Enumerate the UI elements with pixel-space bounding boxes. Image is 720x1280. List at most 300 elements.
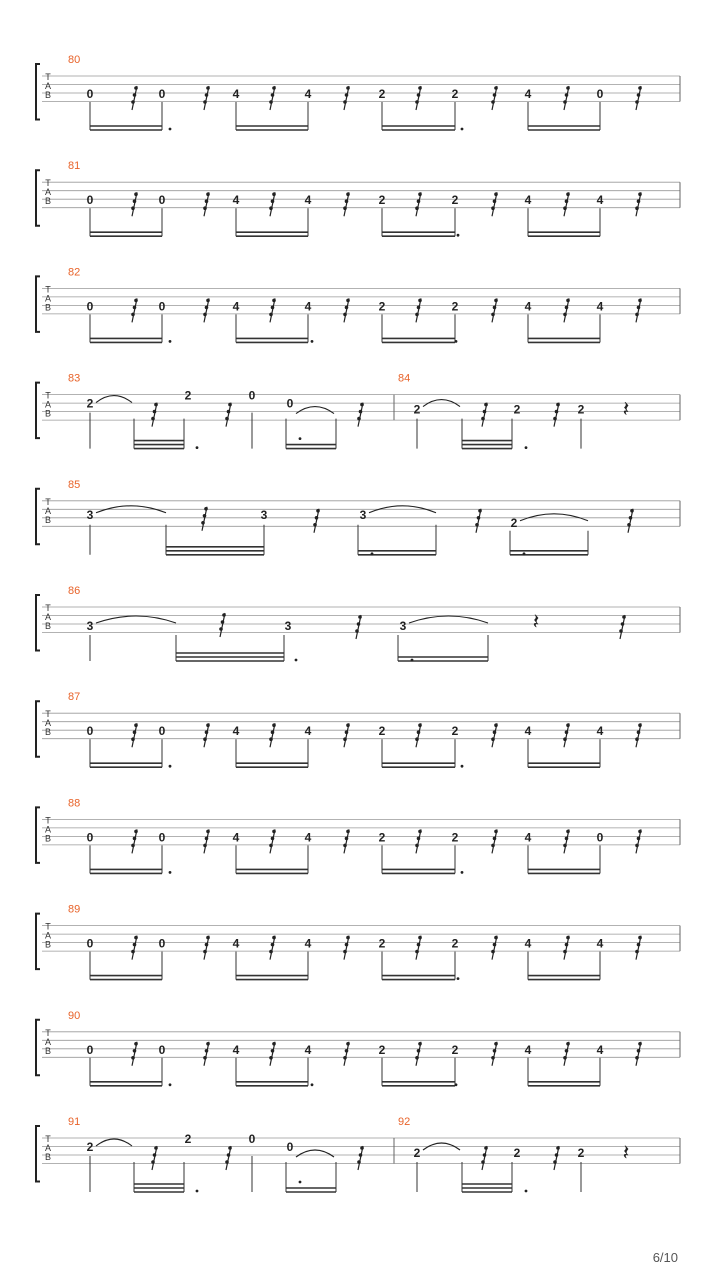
measure-number: 88 <box>68 797 81 810</box>
fret-number: 2 <box>184 1132 192 1146</box>
dot <box>311 1083 314 1086</box>
tab-clef-letter: T <box>45 1027 51 1038</box>
tab-clef-letter: A <box>44 293 52 304</box>
rest-flag <box>637 199 641 203</box>
fret-number: 4 <box>524 724 532 739</box>
rest-flag <box>638 192 642 196</box>
rest-flag <box>553 417 557 421</box>
fret-number: 0 <box>86 193 94 208</box>
rest-flag <box>565 306 569 310</box>
rest-icon <box>553 1146 560 1170</box>
tab-clef-letter: B <box>44 621 52 631</box>
rest-flag <box>346 299 350 303</box>
rest-flag <box>415 1056 419 1060</box>
rest-flag <box>206 299 210 303</box>
quarter-rest-icon: 𝄽 <box>622 1141 630 1166</box>
rest-flag <box>566 192 570 196</box>
rest-icon <box>491 723 498 747</box>
rest-flag <box>481 1160 485 1164</box>
rest-flag <box>566 299 570 303</box>
rest-flag <box>619 629 623 633</box>
rest-flag <box>635 1056 639 1060</box>
rest-flag <box>493 837 497 841</box>
rest-flag <box>269 950 273 954</box>
rest-flag <box>563 206 567 210</box>
rest-flag <box>346 86 350 90</box>
rest-icon <box>203 1042 210 1066</box>
rest-flag <box>227 410 231 414</box>
rest-flag <box>418 830 422 834</box>
rest-flag <box>271 837 275 841</box>
rest-icon <box>151 1146 158 1170</box>
rest-icon <box>415 829 422 853</box>
rest-icon <box>563 298 570 322</box>
rest-icon <box>131 829 138 853</box>
system-bracket <box>36 383 40 439</box>
rest-flag <box>415 844 419 848</box>
rest-flag <box>494 1042 498 1046</box>
rest-icon <box>491 829 498 853</box>
rest-icon <box>415 192 422 216</box>
rest-flag <box>360 403 364 407</box>
dot <box>457 977 460 980</box>
system-bracket <box>36 276 40 332</box>
rest-icon <box>357 403 364 427</box>
dot <box>461 871 464 874</box>
rest-flag <box>272 723 276 727</box>
fret-number: 3 <box>399 619 407 633</box>
rest-icon <box>563 829 570 853</box>
rest-flag <box>206 1042 210 1046</box>
rest-icon <box>269 86 276 110</box>
rest-flag <box>638 830 642 834</box>
rest-flag <box>343 950 347 954</box>
rest-flag <box>360 1146 364 1150</box>
rest-flag <box>493 1049 497 1053</box>
tab-clef-letter: T <box>45 709 51 720</box>
rest-flag <box>206 192 210 196</box>
dot <box>169 765 172 768</box>
rest-flag <box>563 1056 567 1060</box>
rest-flag <box>566 830 570 834</box>
measure-number: 81 <box>68 160 81 173</box>
fret-number: 3 <box>284 619 292 633</box>
rest-flag <box>566 86 570 90</box>
fret-number: 2 <box>378 299 386 314</box>
rest-flag <box>346 830 350 834</box>
fret-number: 4 <box>596 299 604 314</box>
rest-flag <box>343 206 347 210</box>
rest-icon <box>475 509 482 533</box>
rest-flag <box>269 206 273 210</box>
dot <box>196 446 199 449</box>
rest-flag <box>565 730 569 734</box>
rest-flag <box>203 206 207 210</box>
rest-flag <box>355 629 359 633</box>
tab-clef-letter: B <box>44 514 52 525</box>
rest-flag <box>203 1056 207 1060</box>
dot <box>457 234 460 237</box>
rest-flag <box>203 100 207 104</box>
tab-system <box>36 1010 680 1086</box>
tab-clef-letter: B <box>44 196 52 207</box>
fret-number: 2 <box>86 396 94 411</box>
fret-number: 2 <box>378 87 386 101</box>
rest-flag <box>494 192 498 196</box>
measure-number: 90 <box>68 1009 81 1022</box>
fret-number: 2 <box>378 724 386 739</box>
fret-number: 0 <box>86 1042 94 1057</box>
fret-number: 0 <box>86 830 94 845</box>
fret-number: 2 <box>413 402 421 417</box>
measure-number: 82 <box>68 266 81 279</box>
tab-system <box>36 904 680 980</box>
rest-flag <box>638 723 642 727</box>
fret-number: 4 <box>232 1042 240 1057</box>
measure-number: 87 <box>68 691 81 704</box>
rest-flag <box>565 943 569 947</box>
rest-flag <box>563 100 567 104</box>
fret-number: 2 <box>513 402 521 417</box>
fret-number: 4 <box>596 1042 604 1057</box>
rest-flag <box>491 1056 495 1060</box>
rest-flag <box>563 844 567 848</box>
rest-icon <box>203 86 210 110</box>
tab-system <box>36 160 680 236</box>
rest-flag <box>637 837 641 841</box>
fret-number: 2 <box>451 830 459 845</box>
fret-number: 2 <box>184 388 192 403</box>
rest-flag <box>272 936 276 940</box>
rest-icon <box>491 192 498 216</box>
rest-flag <box>225 1160 229 1164</box>
rest-flag <box>134 723 138 727</box>
tab-clef-letter: T <box>45 72 51 82</box>
fret-number: 4 <box>524 936 532 951</box>
tab-clef-letter: B <box>44 1045 52 1056</box>
rest-icon <box>225 403 232 427</box>
rest-icon <box>203 723 210 747</box>
rest-flag <box>357 1160 361 1164</box>
rest-icon <box>343 936 350 960</box>
rest-flag <box>494 86 498 90</box>
tab-clef-letter: B <box>44 408 52 419</box>
rest-flag <box>271 943 275 947</box>
rest-icon <box>635 1042 642 1066</box>
rest-flag <box>345 306 349 310</box>
rest-icon <box>563 936 570 960</box>
fret-number: 2 <box>513 1146 521 1160</box>
rest-icon <box>491 298 498 322</box>
rest-flag <box>357 622 361 626</box>
measure-number: 83 <box>68 372 81 385</box>
rest-flag <box>221 620 225 624</box>
rest-flag <box>637 306 641 310</box>
fret-number: 0 <box>158 87 166 101</box>
rest-flag <box>475 523 479 527</box>
rest-icon <box>269 1042 276 1066</box>
rest-flag <box>415 737 419 741</box>
rest-flag <box>493 306 497 310</box>
fret-number: 0 <box>86 87 94 101</box>
rest-flag <box>417 730 421 734</box>
rest-flag <box>418 192 422 196</box>
rest-flag <box>272 1042 276 1046</box>
fret-number: 2 <box>378 830 386 845</box>
rest-flag <box>205 306 209 310</box>
rest-flag <box>621 622 625 626</box>
fret-number: 0 <box>86 724 94 739</box>
rest-flag <box>205 199 209 203</box>
rest-flag <box>638 299 642 303</box>
rest-flag <box>205 943 209 947</box>
fret-number: 2 <box>451 724 459 739</box>
rest-flag <box>494 936 498 940</box>
tab-clef-letter: A <box>44 187 52 198</box>
dot <box>525 1190 528 1193</box>
rest-icon <box>131 936 138 960</box>
fret-number: 4 <box>304 936 312 951</box>
rest-icon <box>415 723 422 747</box>
rest-flag <box>228 1146 232 1150</box>
rest-flag <box>271 1049 275 1053</box>
rest-flag <box>131 313 135 317</box>
fret-number: 0 <box>248 1132 256 1146</box>
rest-icon <box>563 192 570 216</box>
rest-icon <box>131 86 138 110</box>
fret-number: 4 <box>596 193 604 208</box>
tab-clef-letter: A <box>44 399 52 410</box>
fret-number: 0 <box>158 193 166 208</box>
rest-flag <box>131 737 135 741</box>
rest-icon <box>491 1042 498 1066</box>
fret-number: 0 <box>158 936 166 951</box>
rest-flag <box>491 737 495 741</box>
fret-number: 0 <box>158 724 166 739</box>
rest-flag <box>346 1042 350 1046</box>
rest-flag <box>565 199 569 203</box>
system-bracket <box>36 701 40 757</box>
rest-flag <box>203 844 207 848</box>
rest-flag <box>133 306 137 310</box>
dot <box>523 552 526 555</box>
fret-number: 0 <box>158 1042 166 1057</box>
tab-system <box>36 1116 680 1192</box>
rest-icon <box>481 1146 488 1170</box>
rest-icon <box>343 192 350 216</box>
rest-flag <box>415 950 419 954</box>
tie <box>96 1139 132 1146</box>
tab-clef-letter: T <box>45 496 51 507</box>
tab-clef-letter: A <box>44 1036 52 1047</box>
fret-number: 0 <box>596 830 604 845</box>
tab-clef-letter: B <box>44 90 52 100</box>
rest-icon <box>225 1146 232 1170</box>
rest-flag <box>491 844 495 848</box>
fret-number: 0 <box>286 1140 294 1154</box>
rest-flag <box>483 1153 487 1157</box>
fret-number: 0 <box>158 299 166 314</box>
rest-icon <box>269 829 276 853</box>
rest-flag <box>418 1042 422 1046</box>
tab-clef-letter: A <box>44 505 52 516</box>
rest-flag <box>484 1146 488 1150</box>
measure-number: 84 <box>398 372 411 385</box>
rest-flag <box>555 410 559 414</box>
rest-icon <box>491 86 498 110</box>
rest-flag <box>205 93 209 97</box>
dot <box>525 446 528 449</box>
fret-number: 4 <box>232 193 240 208</box>
rest-flag <box>154 1146 158 1150</box>
fret-number: 4 <box>596 936 604 951</box>
tab-clef-letter: T <box>45 815 51 826</box>
rest-icon <box>343 86 350 110</box>
fret-number: 4 <box>232 87 240 101</box>
page-indicator: 6/10 <box>652 1250 678 1265</box>
fret-number: 2 <box>510 515 518 530</box>
rest-icon <box>635 192 642 216</box>
rest-flag <box>635 844 639 848</box>
fret-number: 0 <box>248 388 256 403</box>
system-bracket <box>36 1020 40 1076</box>
rest-flag <box>228 403 232 407</box>
tab-clef-letter: T <box>45 1134 51 1144</box>
rest-flag <box>343 100 347 104</box>
dot <box>295 659 298 662</box>
rest-flag <box>483 410 487 414</box>
rest-flag <box>134 86 138 90</box>
rest-flag <box>313 523 317 527</box>
fret-number: 2 <box>451 87 459 101</box>
rest-flag <box>637 730 641 734</box>
rest-flag <box>153 410 157 414</box>
fret-number: 4 <box>524 299 532 314</box>
rest-flag <box>566 936 570 940</box>
rest-flag <box>343 1056 347 1060</box>
tab-clef-letter: T <box>45 603 51 613</box>
rest-icon <box>343 723 350 747</box>
rest-flag <box>343 844 347 848</box>
fret-number: 2 <box>378 193 386 208</box>
rest-flag <box>635 950 639 954</box>
rest-icon <box>627 509 634 533</box>
rest-flag <box>219 627 223 631</box>
tab-system <box>36 266 680 342</box>
rest-flag <box>272 830 276 834</box>
fret-number: 2 <box>451 193 459 208</box>
rest-flag <box>343 313 347 317</box>
rest-flag <box>635 737 639 741</box>
rest-flag <box>346 723 350 727</box>
rest-icon <box>635 829 642 853</box>
rest-flag <box>493 943 497 947</box>
rest-flag <box>203 313 207 317</box>
rest-icon <box>131 192 138 216</box>
rest-flag <box>491 100 495 104</box>
rest-flag <box>271 199 275 203</box>
rest-flag <box>563 313 567 317</box>
rest-flag <box>133 730 137 734</box>
rest-flag <box>418 86 422 90</box>
system-bracket <box>36 807 40 863</box>
measure-number: 80 <box>68 54 81 66</box>
rest-flag <box>565 1049 569 1053</box>
fret-number: 2 <box>86 1140 94 1154</box>
tab-clef-letter: A <box>44 930 52 941</box>
quarter-rest-icon: 𝄽 <box>622 397 630 423</box>
tie <box>296 1150 334 1157</box>
rest-flag <box>637 1049 641 1053</box>
rest-icon <box>269 298 276 322</box>
dot <box>455 340 458 343</box>
rest-flag <box>415 313 419 317</box>
rest-flag <box>206 936 210 940</box>
tab-clef-letter: A <box>44 1143 52 1153</box>
system-bracket <box>36 170 40 226</box>
dot <box>169 871 172 874</box>
rest-flag <box>222 613 226 617</box>
rest-icon <box>355 615 362 639</box>
rest-flag <box>134 830 138 834</box>
rest-icon <box>553 403 560 427</box>
rest-flag <box>357 417 361 421</box>
rest-flag <box>269 313 273 317</box>
rest-flag <box>272 192 276 196</box>
rest-flag <box>206 723 210 727</box>
rest-flag <box>637 93 641 97</box>
tab-clef-letter: A <box>44 81 52 91</box>
rest-icon <box>131 723 138 747</box>
rest-flag <box>556 403 560 407</box>
tie <box>96 396 132 403</box>
fret-number: 4 <box>232 299 240 314</box>
fret-number: 2 <box>451 1042 459 1057</box>
tab-clef-letter: B <box>44 939 52 950</box>
rest-flag <box>134 936 138 940</box>
dot <box>169 340 172 343</box>
rest-flag <box>131 950 135 954</box>
rest-icon <box>563 1042 570 1066</box>
tab-clef-letter: T <box>45 921 51 932</box>
rest-flag <box>134 192 138 196</box>
rest-flag <box>417 1049 421 1053</box>
rest-flag <box>417 199 421 203</box>
tie <box>409 616 488 623</box>
rest-icon <box>635 86 642 110</box>
rest-icon <box>201 507 208 531</box>
rest-flag <box>493 93 497 97</box>
dot <box>461 128 464 131</box>
rest-flag <box>345 1049 349 1053</box>
rest-flag <box>346 936 350 940</box>
tab-system <box>36 54 680 130</box>
rest-flag <box>493 199 497 203</box>
rest-icon <box>491 936 498 960</box>
rest-icon <box>481 403 488 427</box>
measure-number: 91 <box>68 1116 81 1128</box>
rest-flag <box>154 403 158 407</box>
rest-flag <box>131 206 135 210</box>
tie <box>96 616 176 623</box>
system-bracket <box>36 64 40 120</box>
dot <box>299 1181 302 1184</box>
rest-flag <box>133 943 137 947</box>
rest-flag <box>494 830 498 834</box>
rest-icon <box>203 829 210 853</box>
dot <box>461 765 464 768</box>
system-bracket <box>36 489 40 545</box>
